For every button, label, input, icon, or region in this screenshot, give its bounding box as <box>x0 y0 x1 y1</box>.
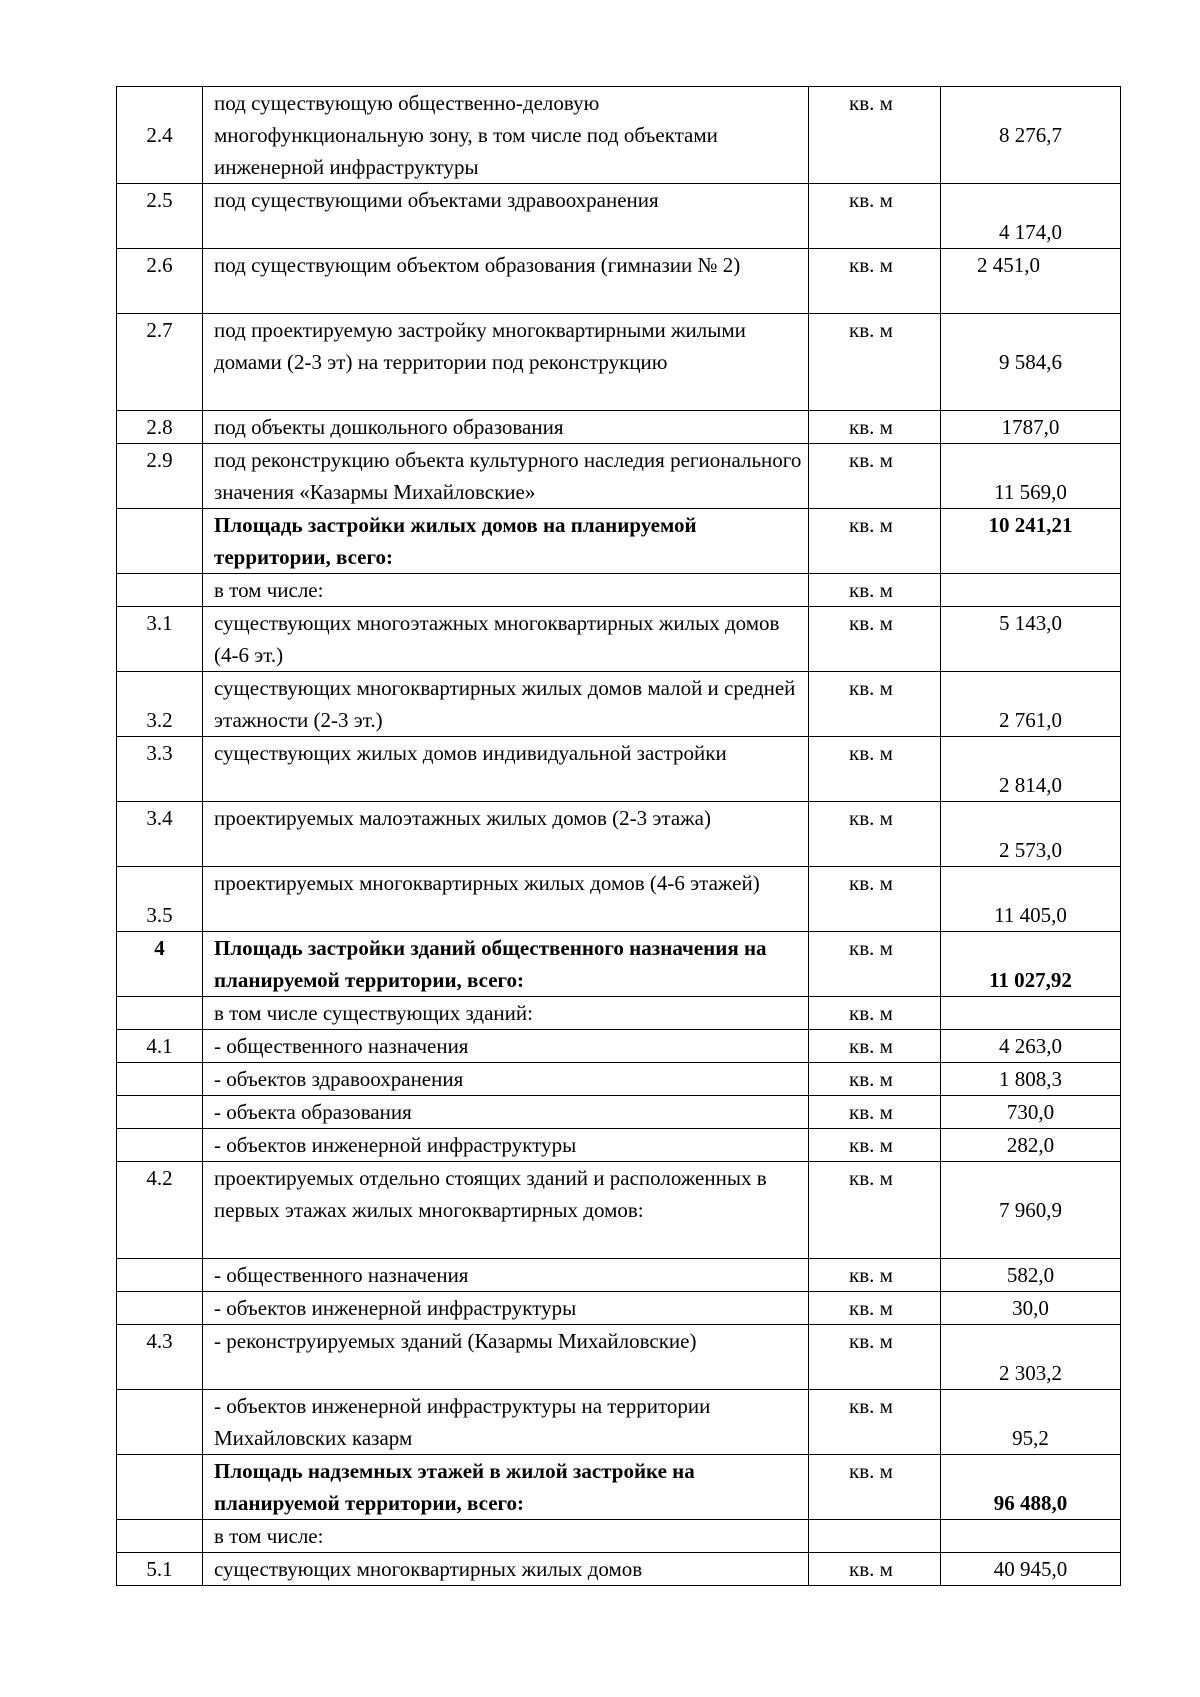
table-row <box>117 867 1121 932</box>
table-row <box>117 1162 1121 1259</box>
row-number: 3.1 <box>117 607 203 672</box>
row-value: 282,0 <box>941 1129 1121 1162</box>
row-number <box>117 1129 203 1162</box>
row-number: 2.9 <box>117 444 203 509</box>
row-description: проектируемых отдельно стоящих зданий и расположенных в первых этажах жилых многоквартирных домов: <box>203 1162 809 1259</box>
row-value: 30,0 <box>941 1292 1121 1325</box>
row-value: 1 808,3 <box>941 1063 1121 1096</box>
row-description: существующих многоэтажных многоквартирных жилых домов (4-6 эт.) <box>203 607 809 672</box>
row-unit: кв. м <box>809 314 941 411</box>
table-row <box>117 249 1121 314</box>
row-number: 3.4 <box>117 802 203 867</box>
row-description: - общественного назначения <box>203 1259 809 1292</box>
row-description: - объекта образования <box>203 1096 809 1129</box>
row-description: - объектов здравоохранения <box>203 1063 809 1096</box>
row-value: 582,0 <box>941 1259 1121 1292</box>
row-number: 4 <box>117 932 203 997</box>
row-number: 2.7 <box>117 314 203 411</box>
row-value: 11 027,92 <box>941 932 1121 997</box>
row-unit: кв. м <box>809 607 941 672</box>
table-row <box>117 737 1121 802</box>
row-description: под существующую общественно-деловую многофункциональную зону, в том числе под объектами инженерной инфраструктуры <box>203 87 809 184</box>
row-number: 3.3 <box>117 737 203 802</box>
row-value: 2 814,0 <box>941 737 1121 802</box>
row-description: существующих многоквартирных жилых домов <box>203 1553 809 1586</box>
row-value: 4 174,0 <box>941 184 1121 249</box>
row-description: под реконструкцию объекта культурного наследия регионального значения «Казармы Михайловские» <box>203 444 809 509</box>
table-row <box>117 1325 1121 1390</box>
row-value <box>941 1520 1121 1553</box>
table-row-total <box>117 932 1121 997</box>
table-row <box>117 1063 1121 1096</box>
row-number: 3.5 <box>117 867 203 932</box>
row-value: 11 569,0 <box>941 444 1121 509</box>
row-value: 2 303,2 <box>941 1325 1121 1390</box>
row-description: в том числе: <box>203 1520 809 1553</box>
row-value: 730,0 <box>941 1096 1121 1129</box>
row-unit: кв. м <box>809 1553 941 1586</box>
row-value: 2 451,0 <box>941 249 1121 314</box>
row-number: 5.1 <box>117 1553 203 1586</box>
row-value: 95,2 <box>941 1390 1121 1455</box>
row-unit: кв. м <box>809 1390 941 1455</box>
row-description: существующих жилых домов индивидуальной застройки <box>203 737 809 802</box>
table-row <box>117 1030 1121 1063</box>
row-description: под проектируемую застройку многоквартирными жилыми домами (2-3 эт) на территории под реконструкцию <box>203 314 809 411</box>
row-description: существующих многоквартирных жилых домов малой и средней этажности (2-3 эт.) <box>203 672 809 737</box>
row-unit: кв. м <box>809 1162 941 1259</box>
row-unit: кв. м <box>809 867 941 932</box>
table-row <box>117 1259 1121 1292</box>
row-number: 2.8 <box>117 411 203 444</box>
row-description: Площадь застройки жилых домов на планируемой территории, всего: <box>203 509 809 574</box>
row-description: в том числе: <box>203 574 809 607</box>
row-unit: кв. м <box>809 444 941 509</box>
row-unit: кв. м <box>809 737 941 802</box>
row-number <box>117 1096 203 1129</box>
row-unit: кв. м <box>809 1129 941 1162</box>
table-row <box>117 1553 1121 1586</box>
area-table <box>116 86 1121 1586</box>
row-value: 9 584,6 <box>941 314 1121 411</box>
row-value: 7 960,9 <box>941 1162 1121 1259</box>
row-number <box>117 1455 203 1520</box>
row-description: - объектов инженерной инфраструктуры <box>203 1292 809 1325</box>
row-number: 4.1 <box>117 1030 203 1063</box>
table-row <box>117 1096 1121 1129</box>
row-description: проектируемых многоквартирных жилых домов (4-6 этажей) <box>203 867 809 932</box>
table-row <box>117 87 1121 184</box>
row-value: 1787,0 <box>941 411 1121 444</box>
row-unit: кв. м <box>809 509 941 574</box>
table-row <box>117 1390 1121 1455</box>
table-row <box>117 1520 1121 1553</box>
row-value: 11 405,0 <box>941 867 1121 932</box>
row-unit: кв. м <box>809 1259 941 1292</box>
row-number <box>117 1063 203 1096</box>
row-value: 8 276,7 <box>941 87 1121 184</box>
row-unit: кв. м <box>809 1063 941 1096</box>
row-number <box>117 509 203 574</box>
row-unit: кв. м <box>809 997 941 1030</box>
row-description: - общественного назначения <box>203 1030 809 1063</box>
table-row <box>117 672 1121 737</box>
row-value: 96 488,0 <box>941 1455 1121 1520</box>
table-row <box>117 574 1121 607</box>
row-number <box>117 1390 203 1455</box>
row-number: 2.4 <box>117 87 203 184</box>
row-description: в том числе существующих зданий: <box>203 997 809 1030</box>
table-row-total <box>117 509 1121 574</box>
row-unit: кв. м <box>809 1292 941 1325</box>
table-row <box>117 1292 1121 1325</box>
row-description: Площадь надземных этажей в жилой застройке на планируемой территории, всего: <box>203 1455 809 1520</box>
row-value: 5 143,0 <box>941 607 1121 672</box>
row-description: под существующим объектом образования (гимназии № 2) <box>203 249 809 314</box>
row-description: - реконструируемых зданий (Казармы Михайловские) <box>203 1325 809 1390</box>
row-unit: кв. м <box>809 1096 941 1129</box>
table-row <box>117 444 1121 509</box>
row-unit: кв. м <box>809 249 941 314</box>
row-number <box>117 1520 203 1553</box>
row-value: 2 573,0 <box>941 802 1121 867</box>
row-number <box>117 1292 203 1325</box>
row-number: 2.6 <box>117 249 203 314</box>
row-description: - объектов инженерной инфраструктуры на территории Михайловских казарм <box>203 1390 809 1455</box>
row-value: 4 263,0 <box>941 1030 1121 1063</box>
row-description: проектируемых малоэтажных жилых домов (2-3 этажа) <box>203 802 809 867</box>
row-unit: кв. м <box>809 1325 941 1390</box>
table-row <box>117 184 1121 249</box>
table-row <box>117 1129 1121 1162</box>
row-value <box>941 574 1121 607</box>
row-unit: кв. м <box>809 1030 941 1063</box>
row-unit: кв. м <box>809 932 941 997</box>
row-unit <box>809 1520 941 1553</box>
row-unit: кв. м <box>809 802 941 867</box>
row-number: 4.3 <box>117 1325 203 1390</box>
table-row <box>117 997 1121 1030</box>
row-description: под существующими объектами здравоохранения <box>203 184 809 249</box>
row-unit: кв. м <box>809 87 941 184</box>
row-unit: кв. м <box>809 574 941 607</box>
row-number <box>117 574 203 607</box>
row-value: 2 761,0 <box>941 672 1121 737</box>
table-row-total <box>117 1455 1121 1520</box>
row-number: 4.2 <box>117 1162 203 1259</box>
row-unit: кв. м <box>809 1455 941 1520</box>
row-unit: кв. м <box>809 672 941 737</box>
row-unit: кв. м <box>809 411 941 444</box>
row-number <box>117 1259 203 1292</box>
row-value <box>941 997 1121 1030</box>
row-description: Площадь застройки зданий общественного назначения на планируемой территории, всего: <box>203 932 809 997</box>
table-row <box>117 411 1121 444</box>
table-row <box>117 802 1121 867</box>
row-number: 3.2 <box>117 672 203 737</box>
table-row <box>117 314 1121 411</box>
row-value: 40 945,0 <box>941 1553 1121 1586</box>
row-description: под объекты дошкольного образования <box>203 411 809 444</box>
row-description: - объектов инженерной инфраструктуры <box>203 1129 809 1162</box>
row-number <box>117 997 203 1030</box>
row-number: 2.5 <box>117 184 203 249</box>
row-unit: кв. м <box>809 184 941 249</box>
table-row <box>117 607 1121 672</box>
row-value: 10 241,21 <box>941 509 1121 574</box>
